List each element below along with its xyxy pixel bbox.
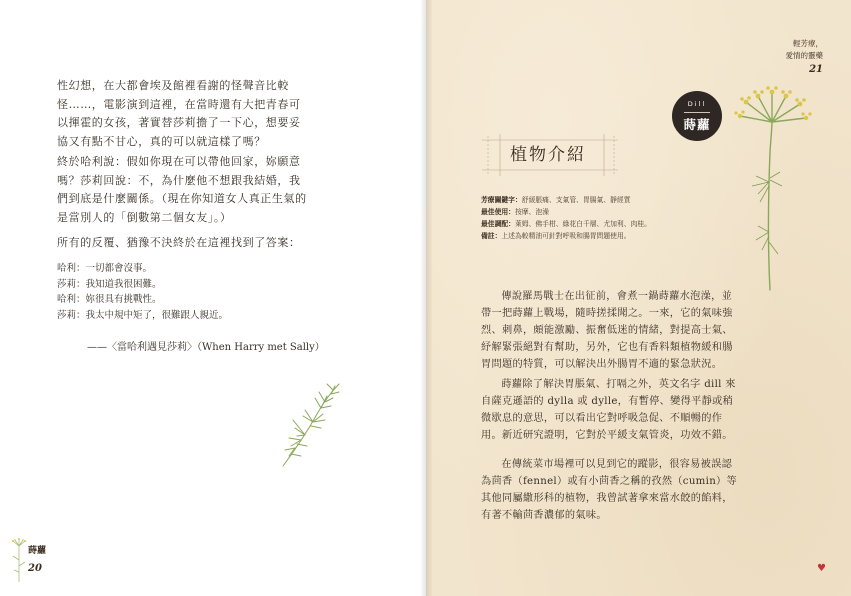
left-paragraph-3: 所有的反覆、猶豫不決終於在這裡找到了答案： [57, 236, 301, 249]
dill-sprig-illustration [275, 380, 345, 470]
dialogue-line: 哈利：一切都會沒事。 [57, 263, 153, 274]
folio-herb-icon [10, 538, 28, 582]
running-head-line: 愛情的靈藥 [785, 51, 823, 60]
info-value: 按摩、泡澡 [514, 208, 549, 216]
info-line-usage [481, 206, 781, 218]
info-label: 備註： [481, 232, 502, 240]
folio-label: 蒔蘿 [28, 546, 47, 556]
page-number-right: 21 [809, 64, 823, 75]
left-paragraph-1: 性幻想，在大都會埃及館裡看謝的怪聲音比較怪……，電影演到這裡，在當時還有大把青春可以揮霍的女孩，著實替莎莉擔了一下心，想要妥協又有點不甘心，真的可以就這樣了嗎？ [57, 79, 301, 148]
info-label: 最佳調配： [481, 220, 515, 228]
page-number-left: 20 [28, 563, 42, 574]
running-head-line: 輕芳療， [793, 39, 823, 48]
info-line-note [481, 230, 781, 242]
left-paragraph-2: 終於哈利說：假如你現在可以帶他回家，妳願意嗎？莎莉回說：不，為什麼他不想跟我結婚，我們到底是什麼關係。（現在你知道女人真正生氣的是當別人的「倒數第二個女友」。） [57, 155, 307, 224]
citation: ——〈當哈利遇見莎莉〉（When Harry met Sally） [87, 342, 325, 353]
dialogue-line: 哈利：妳很具有挑戰性。 [57, 294, 162, 305]
info-label: 芳療關鍵字： [481, 196, 522, 204]
info-line-keywords [481, 194, 781, 206]
herb-badge-divider [684, 112, 710, 113]
right-paragraph-2: 蒔蘿除了解決胃脹氣、打嗝之外，英文名字 dill 來自薩克遜語的 dylla 或 dylle，有暫停、變得平靜或稍微歇息的意思，可以看出它對呼吸急促、不順暢的作用。新近研究證明，它對於平緩支氣管炎，功效不錯。 [481, 379, 736, 441]
running-head [786, 38, 824, 62]
dill-plant-illustration [726, 82, 816, 292]
section-title-box [482, 134, 622, 178]
info-value: 舒緩脹痛、支氣管、胃腸氣、靜經質 [521, 196, 631, 204]
herb-badge-english: Dill [687, 100, 707, 108]
right-paragraph-3: 在傳統菜市場裡可以見到它的蹤影，很容易被誤認為茴香（fennel）或有小茴香之稱的孜然（cumin）等其他同屬繖形科的植物，我曾試著拿來當水餃的餡料，有著不輸茴香濃郁的氣味。 [481, 459, 738, 521]
heart-icon: ♥ [817, 563, 826, 574]
dialogue-line: 莎莉：我知道我很困難。 [57, 278, 162, 290]
dialogue-line: 莎莉：我太中規中矩了，很難跟人親近。 [57, 309, 229, 321]
herb-badge [672, 91, 722, 141]
book-spine-shadow [420, 0, 432, 596]
info-value: 上述為較精油可針對呼吸和腸胃問題使用。 [501, 232, 631, 240]
info-value: 萊姆、佛手柑、綠花白千層、尤加利、肉桂。 [514, 220, 651, 228]
right-paragraph-1: 傳說羅馬戰士在出征前，會煮一鍋蒔蘿水泡澡，並帶一把蒔蘿上戰場，隨時搓揉聞之。一來，它的氣味強烈、刺鼻，頗能激勵、振奮低迷的情緒，對提高士氣、紓解緊張絕對有幫助，另外，它也有香料類植物緩和腸胃問題的特質，可以解決出外腸胃不適的緊急狀況。 [481, 291, 733, 370]
section-title: 植物介紹 [510, 145, 586, 165]
info-label: 最佳使用： [481, 208, 515, 216]
herb-badge-chinese: 蒔蘿 [683, 117, 711, 132]
aromatherapy-info [481, 194, 781, 242]
dialogue-block [57, 261, 317, 323]
info-line-blend [481, 218, 781, 230]
